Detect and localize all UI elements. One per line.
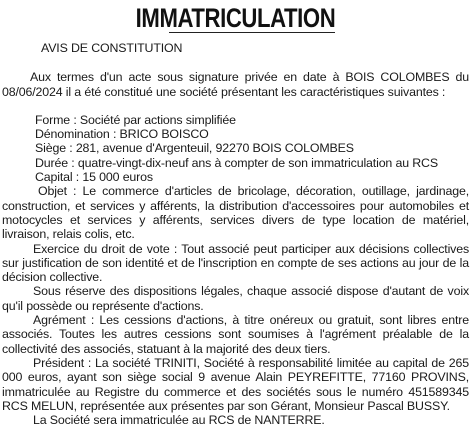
notice-subtitle: AVIS DE CONSTITUTION: [41, 41, 183, 55]
vote-paragraph: Exercice du droit de vote : Tout associé peut participer aux décisions collectives sur justification de son identité et de l'inscription en compte de ses actions au jour de la décision collective.: [2, 241, 469, 285]
agrement-paragraph: Agrément : Les cessions d'actions, à titre onéreux ou gratuit, sont libres entre associés. Toutes les autres cessions sont soumises à l'agrément préalable de la collectivité des associés, statuant à la majorité des deux tiers.: [2, 313, 469, 356]
reserve-paragraph: Sous réserve des dispositions légales, chaque associé dispose d'autant de voix qu'il possède ou représente d'actions.: [2, 284, 469, 313]
company-fields: [2, 113, 469, 184]
objet-paragraph: Objet : Le commerce d'articles de bricolage, décoration, outillage, jardinage, construction, et services y afférents, la distribution d'accessoires pour automobiles et motocycles et services y afférents, services divers de type location de matériel, livraison, relais colis, etc.: [2, 184, 469, 242]
notice-title: IMMATRICULATION: [135, 3, 336, 33]
president-paragraph: Président : La société TRINITI, Société à responsabilité limitée au capital de 265 000 euros, ayant son siège social 9 avenue Alain PEYREFITTE, 77160 PROVINS, immatriculée au Registre du commerce et des sociétés sous le numéro 451589345 RCS MELUN, représentée aux présentes par son Gérant, Monsieur Pascal BUSSY.: [2, 355, 469, 413]
title-underline: [169, 32, 335, 33]
field-duree: Durée : quatre-vingt-dix-neuf ans à compter de son immatriculation au RCS: [35, 155, 438, 170]
intro-paragraph: Aux termes d'un acte sous signature privée en date à BOIS COLOMBES du 08/06/2024 il a été constitué une société présentant les caractéristiques suivantes :: [2, 70, 469, 99]
field-siege: Siège : 281, avenue d'Argenteuil, 92270 BOIS COLOMBES: [35, 141, 354, 156]
registration-paragraph: La Société sera immatriculée au RCS de NANTERRE.: [33, 413, 325, 428]
field-denomination: Dénomination : BRICO BOISCO: [35, 127, 209, 142]
field-forme: Forme : Société par actions simplifiée: [35, 112, 236, 127]
field-capital: Capital : 15 000 euros: [35, 170, 153, 185]
